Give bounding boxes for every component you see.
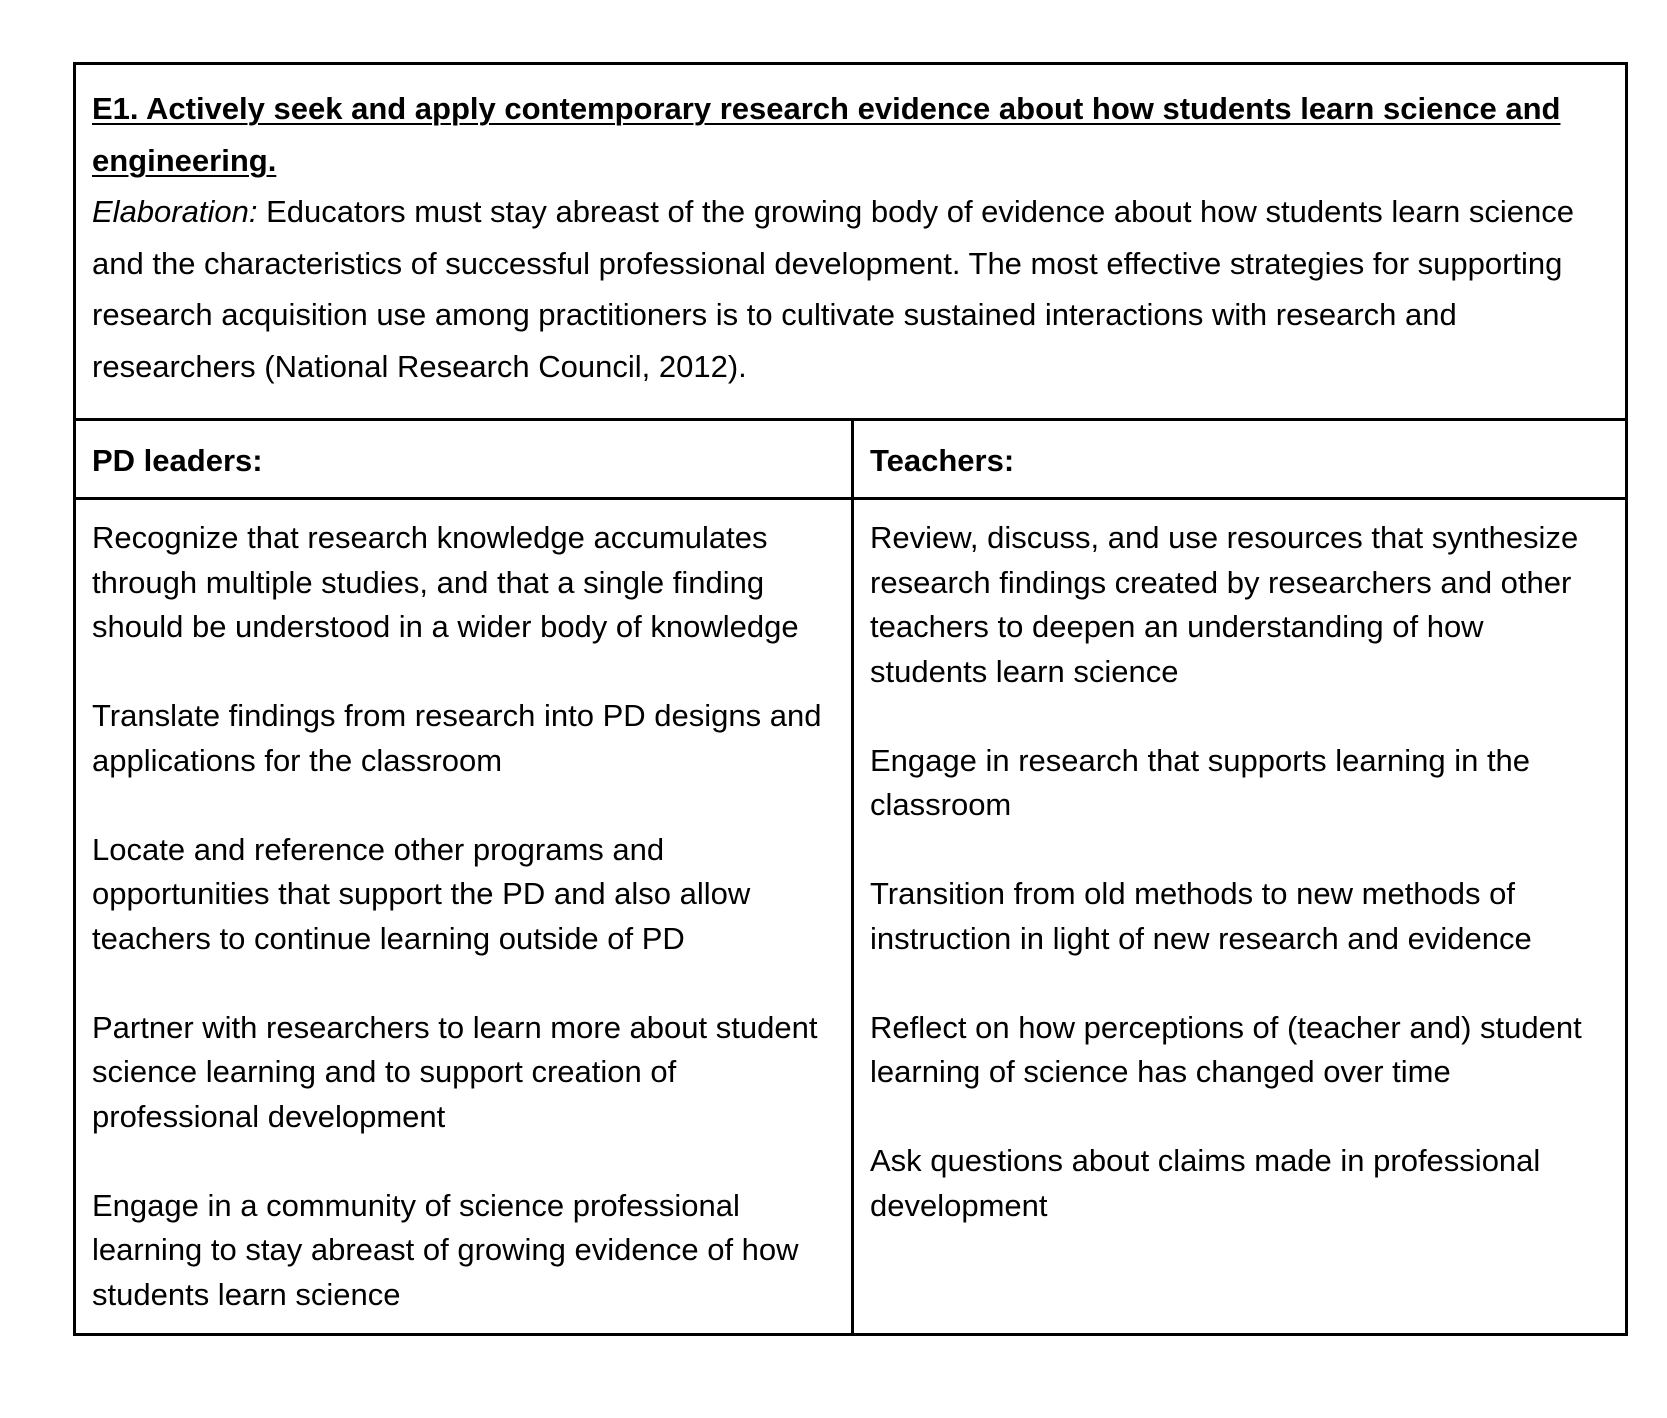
elaboration-text: Educators must stay abreast of the growing body of evidence about how students learn science and the characteristics of successful professional development. The most effective strategies for supporting research acquisition use among practitioners is to cultivate sustained interactions with research and researchers (National Research Council, 2012). bbox=[92, 194, 1574, 384]
standard-header-cell bbox=[76, 65, 1625, 421]
elaboration-label: Elaboration: bbox=[92, 194, 258, 229]
teacher-item: Engage in research that supports learning in the classroom bbox=[870, 742, 1531, 822]
teacher-item: Ask questions about claims made in professional development bbox=[870, 1143, 1541, 1223]
teachers-header-cell bbox=[854, 421, 1625, 497]
standard-table bbox=[73, 62, 1628, 1336]
teachers-list bbox=[854, 500, 1625, 1333]
pd-leader-item: Recognize that research knowledge accumulates through multiple studies, and that a single finding should be understood in a wider body of knowledge bbox=[92, 520, 799, 644]
standard-title: E1. Actively seek and apply contemporary research evidence about how students learn science and engineering. bbox=[92, 91, 1561, 178]
pd-leader-item: Engage in a community of science professional learning to stay abreast of growing evidence of how students learn science bbox=[92, 1187, 799, 1312]
pd-leaders-list bbox=[76, 500, 854, 1333]
actions-row bbox=[76, 500, 1625, 1333]
pd-leader-item: Partner with researchers to learn more about student science learning and to support creation of professional development bbox=[92, 1009, 818, 1134]
teacher-item: Transition from old methods to new methods of instruction in light of new research and evidence bbox=[870, 876, 1532, 956]
teacher-item: Reflect on how perceptions of (teacher and) student learning of science has changed over time bbox=[870, 1009, 1582, 1089]
pd-leader-item: Locate and reference other programs and opportunities that support the PD and also allow teachers to continue learning outside of PD bbox=[92, 831, 751, 956]
pd-leaders-header: PD leaders: bbox=[92, 443, 263, 478]
pd-leaders-header-cell bbox=[76, 421, 854, 497]
column-header-row bbox=[76, 421, 1625, 500]
pd-leader-item: Translate findings from research into PD designs and applications for the classroom bbox=[92, 698, 822, 778]
teachers-header: Teachers: bbox=[870, 443, 1015, 478]
elaboration-paragraph bbox=[92, 186, 1609, 392]
teacher-item: Review, discuss, and use resources that synthesize research findings created by researchers and other teachers to deepen an understanding of how students learn science bbox=[870, 520, 1579, 689]
